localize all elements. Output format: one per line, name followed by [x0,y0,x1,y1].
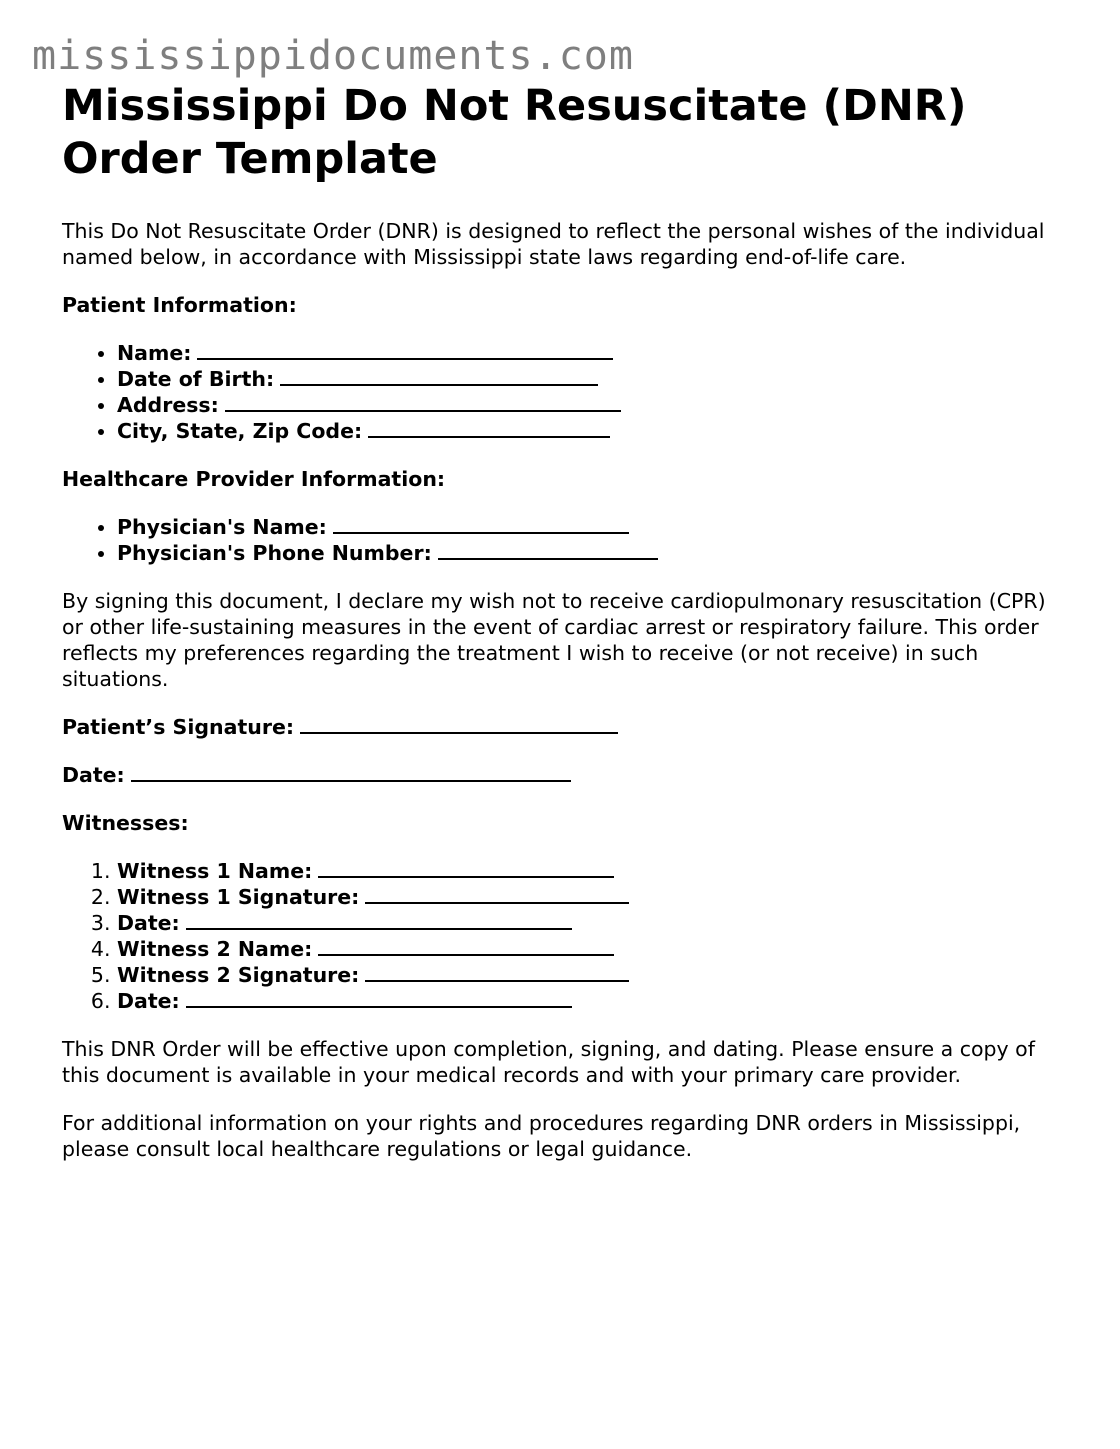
patient-dob-blank[interactable] [280,366,598,386]
witness1-name-field: 1. Witness 1 Name: [117,858,1062,884]
patient-address-blank[interactable] [225,392,621,412]
witness1-date-field: 3. Date: [117,910,1062,936]
witness2-signature-blank[interactable] [365,962,629,982]
patient-name-field: • Name: [117,340,1062,366]
patient-dob-field: • Date of Birth: [117,366,1062,392]
date-field: Date: [62,762,1062,788]
witness2-signature-field: 5. Witness 2 Signature: [117,962,1062,988]
provider-info-heading: Healthcare Provider Information: [62,467,446,491]
patient-city-blank[interactable] [368,418,610,438]
patient-signature-blank[interactable] [300,714,618,734]
document-body [62,80,1062,1184]
intro-paragraph: This Do Not Resuscitate Order (DNR) is designed to reflect the personal wishes of the individual named below, in accordance with Mississippi state laws regarding end-of-life care. [62,219,1045,269]
physician-phone-field: • Physician's Phone Number: [117,540,1062,566]
date-blank[interactable] [131,762,571,782]
witness2-name-blank[interactable] [318,936,614,956]
patient-city-field: • City, State, Zip Code: [117,418,1062,444]
witness2-date-blank[interactable] [186,988,572,1008]
physician-name-field: • Physician's Name: [117,514,1062,540]
patient-info-list [62,340,1062,444]
witness1-signature-blank[interactable] [365,884,629,904]
effective-note-paragraph: This DNR Order will be effective upon completion, signing, and dating. Please ensure a copy of this document is available in your medical records and with your primary care provider. [62,1037,1035,1087]
physician-phone-blank[interactable] [438,540,658,560]
declaration-paragraph: By signing this document, I declare my wish not to receive cardiopulmonary resuscitation (CPR) or other life-sustaining measures in the event of cardiac arrest or respiratory failure. This order reflects my preferences regarding the treatment I wish to receive (or not receive) in such situations. [62,589,1046,691]
witness1-name-blank[interactable] [318,858,614,878]
patient-signature-field: Patient’s Signature: [62,714,1062,740]
site-watermark: mississippidocuments.com [32,33,634,79]
additional-info-paragraph: For additional information on your rights and procedures regarding DNR orders in Mississippi, please consult local healthcare regulations or legal guidance. [62,1111,1021,1161]
witnesses-list [62,858,1062,1014]
witnesses-heading: Witnesses: [62,811,189,835]
patient-info-heading: Patient Information: [62,293,297,317]
witness2-date-field: 6. Date: [117,988,1062,1014]
witness1-date-blank[interactable] [186,910,572,930]
patient-address-field: • Address: [117,392,1062,418]
witness1-signature-field: 2. Witness 1 Signature: [117,884,1062,910]
physician-name-blank[interactable] [333,514,629,534]
patient-name-blank[interactable] [197,340,613,360]
page-title: Mississippi Do Not Resuscitate (DNR) Order Template [62,81,967,184]
witness2-name-field: 4. Witness 2 Name: [117,936,1062,962]
provider-info-list [62,514,1062,566]
